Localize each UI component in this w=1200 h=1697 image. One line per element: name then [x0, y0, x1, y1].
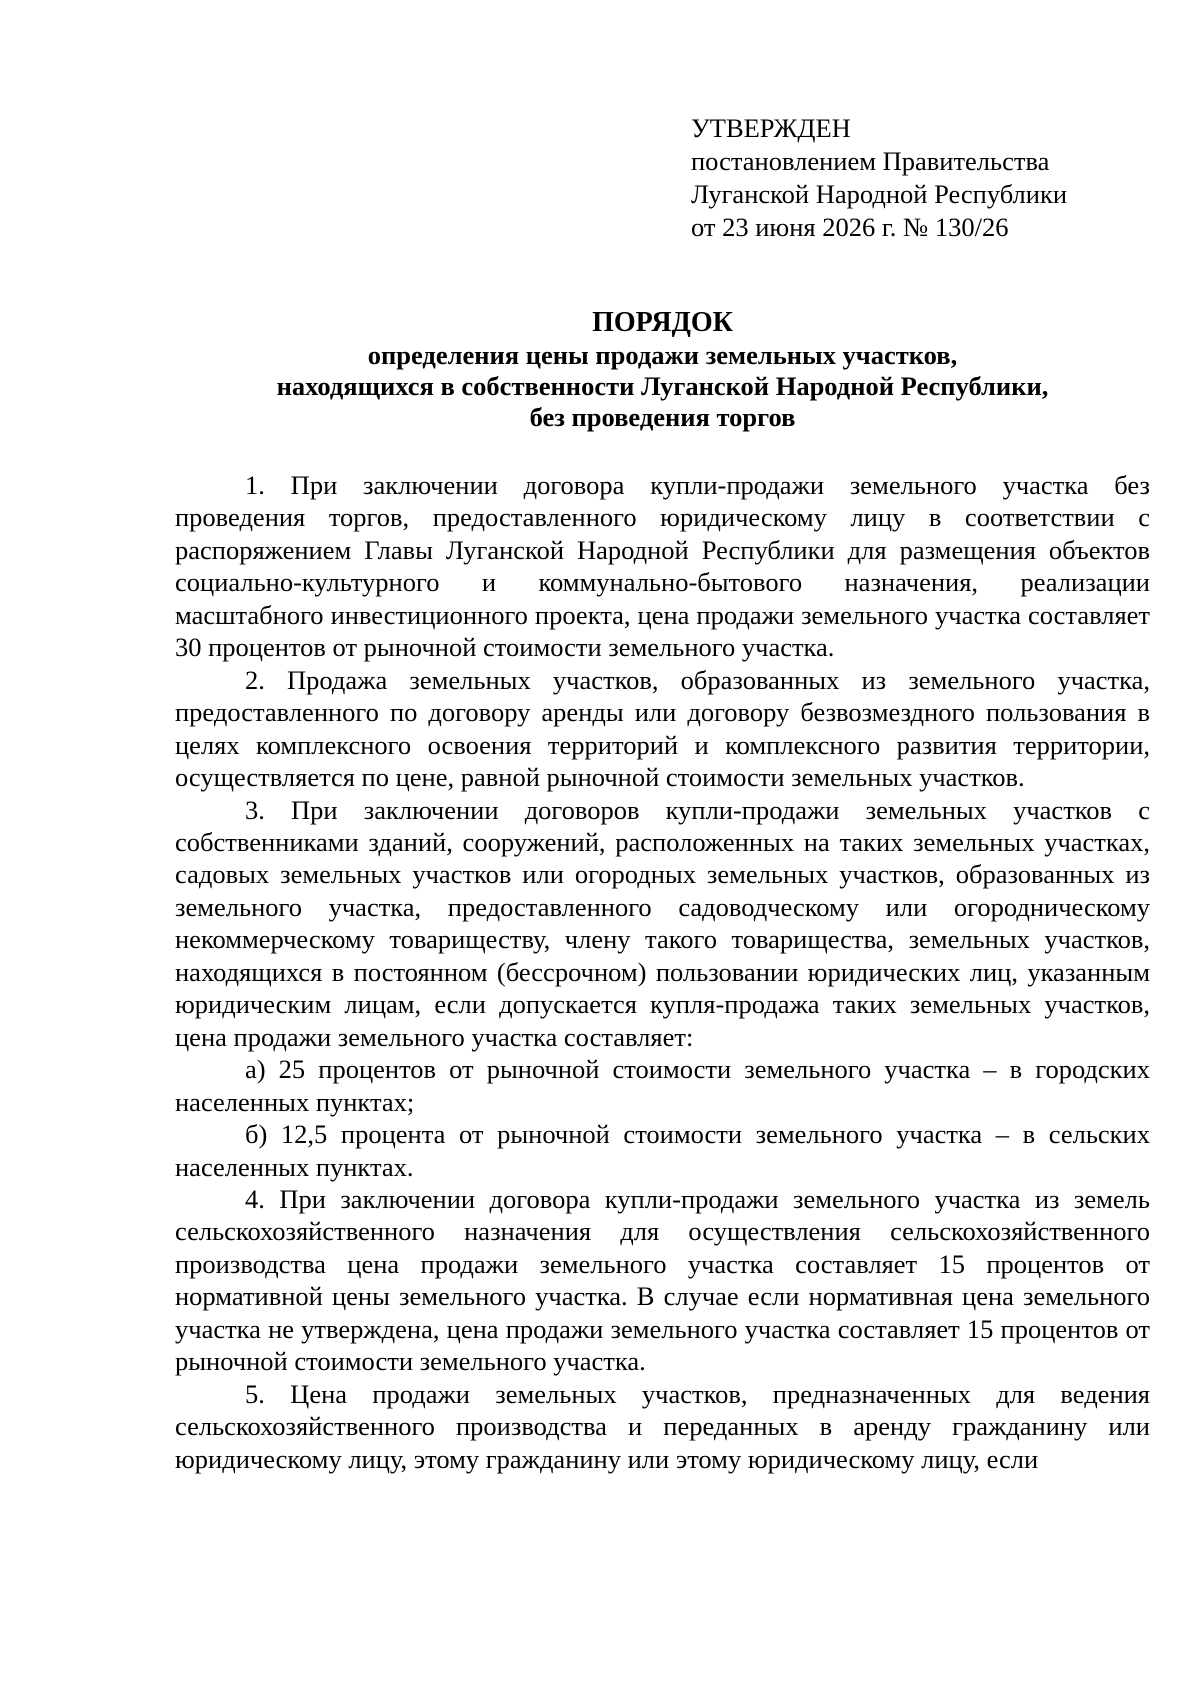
title-line-1: определения цены продажи земельных участков, [367, 340, 958, 370]
approval-heading: УТВЕРЖДЕН [691, 113, 851, 143]
approval-date-number: от 23 июня 2026 г. № 130/26 [691, 212, 1009, 242]
approval-line-1: постановлением Правительства [691, 146, 1050, 176]
paragraph-2: 2. Продажа земельных участков, образованных из земельного участка, предоставленного по договору аренды или договору безвозмездного пользования в целях комплексного освоения территорий и комплексного развития территории, осуществляется по цене, равной рыночной стоимости земельных участков. [175, 664, 1150, 793]
document-body [175, 469, 1150, 1475]
paragraph-5: 5. Цена продажи земельных участков, предназначенных для ведения сельскохозяйственного производства и переданных в аренду гражданину или юридическому лицу, этому гражданину или этому юридическому лицу, если [175, 1378, 1150, 1474]
title-main: ПОРЯДОК [592, 307, 733, 338]
approval-block [691, 112, 1171, 244]
title-line-2: находящихся в собственности Луганской Народной Республики, [276, 371, 1049, 401]
title-line-3: без проведения торгов [529, 402, 796, 432]
paragraph-4: 4. При заключении договора купли-продажи земельного участка из земель сельскохозяйственного назначения для осуществления сельскохозяйственного производства цена продажи земельного участка составляет 15 процентов от нормативной цены земельного участка. В случае если нормативная цена земельного участка не утверждена, цена продажи земельного участка составляет 15 процентов от рыночной стоимости земельного участка. [175, 1183, 1150, 1377]
paragraph-3-item-a: а) 25 процентов от рыночной стоимости земельного участка – в городских населенных пунктах; [175, 1054, 1150, 1117]
document-title [175, 305, 1150, 433]
paragraph-1: 1. При заключении договора купли-продажи земельного участка без проведения торгов, предоставленного юридическому лицу в соответствии с распоряжением Главы Луганской Народной Республики для размещения объектов социально-культурного и коммунально-бытового назначения, реализации масштабного инвестиционного проекта, цена продажи земельного участка составляет 30 процентов от рыночной стоимости земельного участка. [175, 470, 1150, 663]
paragraph-3: 3. При заключении договоров купли-продажи земельных участков с собственниками зданий, сооружений, расположенных на таких земельных участках, садовых земельных участков или огородных земельных участков, образованных из земельного участка, предоставленного садоводческому или огородническому некоммерческому товариществу, члену такого товарищества, земельных участков, находящихся в постоянном (бессрочном) пользовании юридических лиц, указанным юридическим лицам, если допускается купля-продажа таких земельных участков, цена продажи земельного участка составляет: [175, 794, 1150, 1052]
approval-line-2: Луганской Народной Республики [691, 179, 1068, 209]
paragraph-3-item-b: б) 12,5 процента от рыночной стоимости земельного участка – в сельских населенных пунктах. [175, 1119, 1150, 1182]
